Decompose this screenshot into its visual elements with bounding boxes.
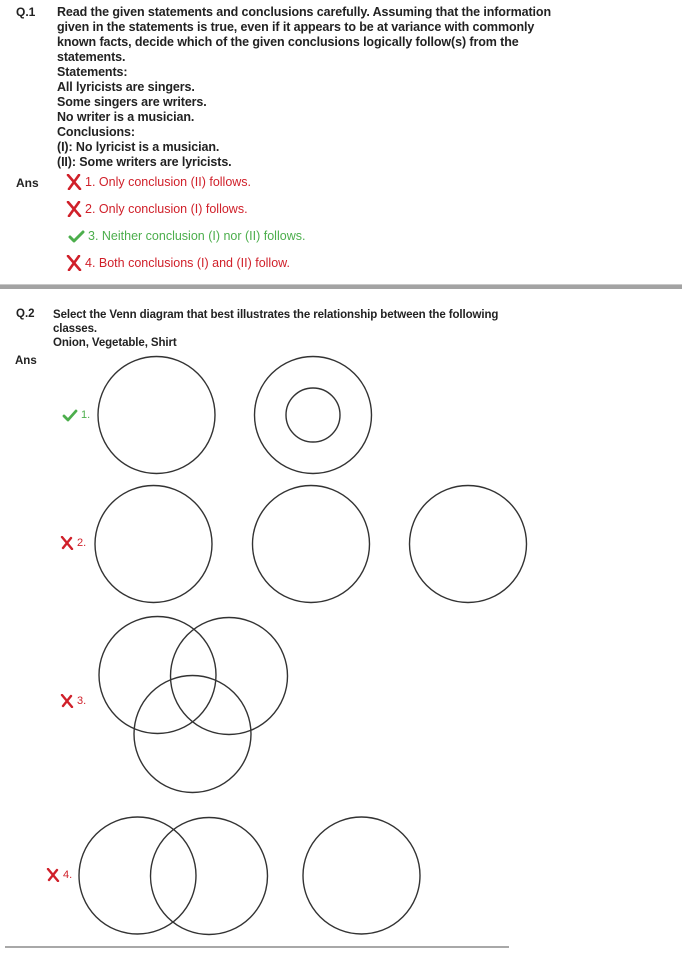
venn-circle xyxy=(253,486,370,603)
venn-circle xyxy=(79,817,196,934)
cross-icon xyxy=(46,868,60,882)
option-number: 3. xyxy=(77,695,87,707)
conclusion: (II): Some writers are lyricists. xyxy=(57,155,232,169)
statement: All lyricists are singers. xyxy=(57,80,195,94)
check-icon xyxy=(62,408,78,422)
option-number: 2. xyxy=(77,537,87,549)
venn-circle xyxy=(99,617,216,734)
venn-option-3[interactable] xyxy=(99,617,288,793)
statements-heading: Statements: xyxy=(57,65,128,79)
venn-circle xyxy=(303,817,420,934)
question-separator xyxy=(5,946,509,948)
venn-circle xyxy=(410,486,527,603)
option-text: 2. Only conclusion (I) follows. xyxy=(85,202,248,216)
question-line: statements. xyxy=(57,50,126,64)
option-number: 1. xyxy=(81,409,91,421)
option-number: 4. xyxy=(63,869,73,881)
venn-circle xyxy=(151,818,268,935)
venn-circle xyxy=(255,357,372,474)
option-text: 4. Both conclusions (I) and (II) follow. xyxy=(85,256,290,270)
statement: Some singers are writers. xyxy=(57,95,207,109)
answer-option-label[interactable] xyxy=(60,536,86,550)
option-text: 1. Only conclusion (II) follows. xyxy=(85,175,252,189)
answer-label: Ans xyxy=(16,176,39,190)
question-line: given in the statements is true, even if it appears to be at variance with commonly xyxy=(57,20,535,34)
option-text: 3. Neither conclusion (I) nor (II) follows. xyxy=(88,229,306,243)
answer-label: Ans xyxy=(15,355,37,367)
statement: No writer is a musician. xyxy=(57,110,195,124)
venn-option-4[interactable] xyxy=(79,817,420,935)
cross-icon xyxy=(60,536,74,550)
answer-option-label[interactable] xyxy=(60,694,86,708)
question-line: Select the Venn diagram that best illustrates the relationship between the following xyxy=(53,309,499,321)
question-line: Read the given statements and conclusions carefully. Assuming that the information xyxy=(57,5,551,19)
venn-circle xyxy=(286,388,340,442)
venn-option-1[interactable] xyxy=(98,357,372,474)
conclusions-heading: Conclusions: xyxy=(57,125,135,139)
question-number: Q.1 xyxy=(16,5,36,19)
question-number: Q.2 xyxy=(16,308,35,320)
conclusion: (I): No lyricist is a musician. xyxy=(57,140,220,154)
venn-circle xyxy=(95,486,212,603)
question-line: classes. xyxy=(53,323,97,335)
answer-option-label[interactable] xyxy=(62,408,90,422)
venn-circle xyxy=(98,357,215,474)
answer-option-label[interactable] xyxy=(46,868,72,882)
question-line: known facts, decide which of the given conclusions logically follow(s) from the xyxy=(57,35,519,49)
cross-icon xyxy=(60,694,74,708)
question-classes: Onion, Vegetable, Shirt xyxy=(53,337,177,349)
venn-option-2[interactable] xyxy=(95,486,527,603)
